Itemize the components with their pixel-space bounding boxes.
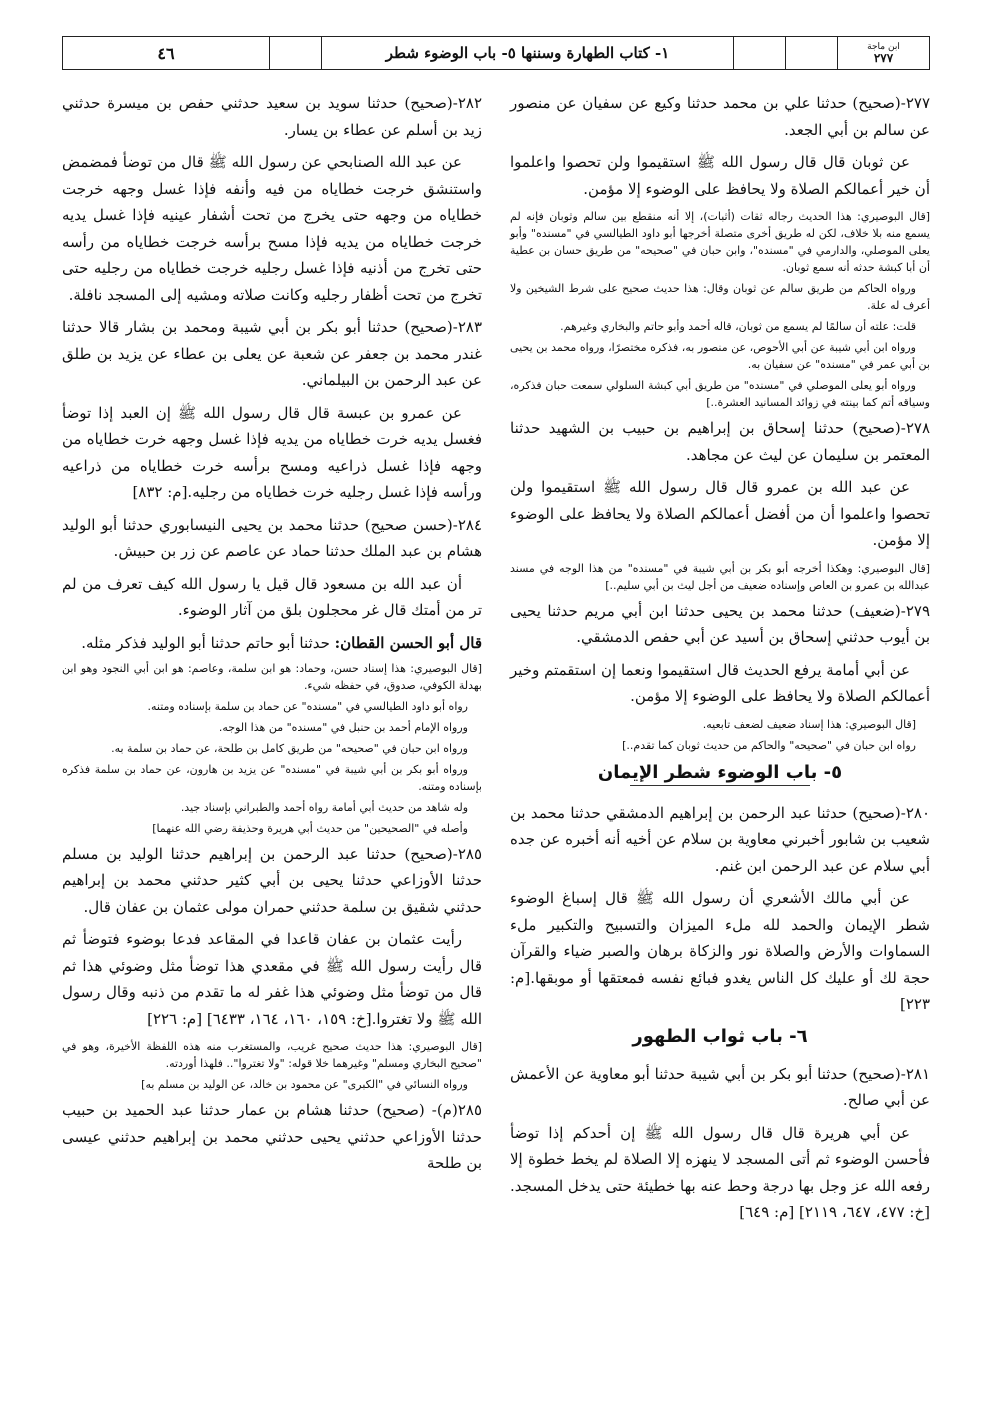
right-column [510, 90, 930, 1232]
chapter-heading-5 [510, 762, 930, 786]
commentary-284: ورواه ابن حبان في "صحيحه" من طريق كامل بن طلحة، عن حماد بن سلمة به. [111, 741, 468, 755]
commentary-277: ورواه ابن أبي شيبة عن أبي الأحوص، عن منصور به، فذكره مختصرًا، ورواه محمد بن يحيى بن أبي عمر في "مسنده" عن سفيان به. [510, 341, 930, 371]
left-column [62, 90, 482, 1183]
hadith-284-matn: أن عبد الله بن مسعود قال قيل يا رسول الله كيف تعرف من لم تر من أمتك قال غر محجلون بلق من آثار الوضوء. [62, 574, 482, 619]
reference-box [837, 37, 929, 69]
narrator-addition-lead: قال أبو الحسن القطان: [334, 633, 482, 652]
heading-divider [630, 785, 810, 786]
header-blank-cell [733, 37, 785, 69]
commentary-284: رواه أبو داود الطيالسي في "مسنده" عن حماد بن سلمة بإسناده ومتنه. [147, 699, 468, 713]
commentary-277: ورواه أبو يعلى الموصلي في "مسنده" من طريق أبي كبشة السلولي سمعت حبان فذكره، وسياقه أتم كما بينته في زوائد المسانيد العشرة..] [510, 379, 930, 409]
chapter-heading-6 [510, 1026, 930, 1047]
hadith-281-isnad: ٢٨١-(صحيح) حدثنا أبو بكر بن أبي شيبة حدثنا أبو معاوية عن الأعمش عن أبي صالح. [510, 1064, 930, 1109]
hadith-282-isnad: ٢٨٢-(صحيح) حدثنا سويد بن سعيد حدثني حفص بن ميسرة حدثني زيد بن أسلم عن عطاء بن يسار. [62, 94, 482, 139]
commentary-277: قلت: علته أن سالمًا لم يسمع من ثوبان، قاله أحمد وأبو حاتم والبخاري وغيرهم. [560, 320, 916, 333]
commentary-284: [قال البوصيري: هذا إسناد حسن، وحماد: هو ابن سلمة، وعاصم: هو ابن أبي النجود وهو ابن بهدلة الكوفي، صدوق، في حفظه شيء. [62, 661, 482, 692]
reference-label: ابن ماجة [867, 42, 900, 52]
chapter-heading-6-text: ٦- باب ثواب الطهور [632, 1025, 808, 1047]
narrator-addition [62, 630, 482, 656]
hadith-280-matn: عن أبي مالك الأشعري أن رسول الله ﷺ قال إسباغ الوضوء شطر الإيمان والحمد لله ملء الميزان والتسبيح والتكبير ملء السماوات والأرض والصلاة نور والزكاة برهان والصبر ضياء والقرآن حجة لك أو عليك كل الناس يغدو فبائع نفسه فمعتقها أو موبقها.[م: ٢٢٣] [510, 889, 930, 1013]
running-title: ١- كتاب الطهارة وسننها ٥- باب الوضوء شطر [321, 37, 733, 69]
hadith-285-matn: رأيت عثمان بن عفان قاعدا في المقاعد فدعا بوضوء فتوضأ ثم قال رأيت رسول الله ﷺ في مقعدي هذا توضأ مثل وضوئي هذا ثم قال من توضأ مثل وضوئي هذا غفر له ما تقدم من ذنبه وقال رسول الله ﷺ ولا تغتروا.[خ: ١٥٩، ١٦٠، ١٦٤، ٦٤٣٣] [م: ٢٢٦] [62, 930, 482, 1028]
hadith-280-isnad: ٢٨٠-(صحيح) حدثنا عبد الرحمن بن إبراهيم الدمشقي حدثنا محمد بن شعيب بن شابور أخبرني معاوية بن سلام عن أخيه أنه أخبره عن جده أبي سلام عن عبد الرحمن ابن غنم. [510, 803, 930, 875]
page-number: ٤٦ [157, 43, 175, 63]
hadith-278-matn: عن عبد الله بن عمرو قال قال رسول الله ﷺ استقيموا ولن تحصوا واعلموا أن من أفضل أعمالكم الصلاة ولا يحافظ على الوضوء إلا مؤمن. [510, 478, 930, 549]
hadith-285-isnad: ٢٨٥-(صحيح) حدثنا عبد الرحمن بن إبراهيم حدثنا الوليد بن مسلم حدثنا الأوزاعي حدثنا يحيى بن أبي كثير حدثني محمد بن إبراهيم حدثني شقيق بن سلمة حدثني حمران مولى عثمان بن عفان قال. [62, 844, 482, 916]
commentary-277: [قال البوصيري: هذا الحديث رجاله ثقات (أثبات)، إلا أنه منقطع بين سالم وثوبان فإنه لم يسمع منه بلا خلاف، لكن له طريق أخرى متصلة أخرجها أبو داود الطيالسي في "مسنده" وأبو يعلى الموصلي، والدارمي في "مسنده"، وابن حبان في "صحيحه" من طريق حسان بن عطية أن أبا كبشة حدثه أنه سمع ثوبان. [510, 210, 930, 274]
commentary-284: ورواه الإمام أحمد بن حنبل في "مسنده" من هذا الوجه. [218, 720, 468, 734]
commentary-278: [قال البوصيري: وهكذا أخرجه أبو بكر بن أبي شيبة في "مسنده" من هذا الوجه في مسند عبدالله بن عمرو بن العاص وإسناده ضعيف من أجل ليث بن أبي سليم..] [510, 561, 930, 592]
hadith-278-isnad: ٢٧٨-(صحيح) حدثنا إسحاق بن إبراهيم بن حبيب بن الشهيد حدثنا المعتمر بن سليمان عن ليث عن مجاهد. [510, 419, 930, 464]
commentary-284: وأصله في "الصحيحين" من حديث أبي هريرة وحذيفة رضي الله عنهما] [152, 821, 468, 835]
book-page [62, 36, 930, 1366]
commentary-284: ورواه أبو بكر بن أبي شيبة في "مسنده" عن يزيد بن هارون، عن حماد بن سلمة فذكره بإسناده ومتنه. [62, 762, 482, 793]
hadith-282-matn: عن عبد الله الصنابحي عن رسول الله ﷺ قال من توضأ فمضمض واستنشق خرجت خطاياه من فيه وأنفه فإذا غسل وجهه خرجت خطاياه من وجهه حتى يخرج من تحت أشفار عينيه فإذا غسل يديه خرجت خطاياه من يديه فإذا مسح برأسه خرجت خطاياه من رأسه حتى تخرج من أذنيه فإذا غسل رجليه خرجت خطاياه من رجليه حتى تخرج من تحت أظفار رجليه وكانت صلاته ومشيه إلى المسجد نافلة. [62, 153, 482, 304]
hadith-279-matn: عن أبي أمامة يرفع الحديث قال استقيموا ونعما إن استقمتم وخير أعمالكم الصلاة ولا يحافظ على الوضوء إلا مؤمن. [510, 660, 930, 705]
chapter-heading-5-text: ٥- باب الوضوء شطر الإيمان [597, 761, 843, 783]
header-blank-cell [269, 37, 321, 69]
page-header [62, 36, 930, 70]
reference-number: ٢٧٧ [873, 51, 894, 65]
hadith-284-isnad: ٢٨٤-(حسن صحيح) حدثنا محمد بن يحيى النيسابوري حدثنا أبو الوليد هشام بن عبد الملك حدثنا حماد عن عاصم عن زر بن حبيش. [62, 515, 482, 560]
commentary-284: وله شاهد من حديث أبي أمامة رواه أحمد والطبراني بإسناد جيد. [180, 800, 468, 814]
hadith-277-matn: عن ثوبان قال قال رسول الله ﷺ استقيموا ولن تحصوا واعلموا أن خير أعمالكم الصلاة ولا يحافظ على الوضوء إلا مؤمن. [510, 153, 930, 198]
hadith-283-isnad: ٢٨٣-(صحيح) حدثنا أبو بكر بن أبي شيبة ومحمد بن بشار قالا حدثنا غندر محمد بن جعفر عن شعبة عن يعلى بن عطاء عن يزيد بن طلق عن عبد الرحمن بن البيلماني. [62, 318, 482, 389]
commentary-279: [قال البوصيري: هذا إسناد ضعيف لضعف تابعيه. [702, 717, 916, 731]
commentary-279: رواه ابن حبان في "صحيحه" والحاكم من حديث ثوبان كما تقدم..] [622, 738, 916, 752]
commentary-285: [قال البوصيري: هذا حديث صحيح غريب، والمستغرب منه هذه اللفظة الأخيرة، وهو في "صحيح البخاري ومسلم" وغيرهما خلا قوله: "ولا تغتروا".. فلهذا أوردته. [62, 1040, 482, 1070]
hadith-277-isnad: ٢٧٧-(صحيح) حدثنا علي بن محمد حدثنا وكيع عن سفيان عن منصور عن سالم بن أبي الجعد. [510, 94, 930, 139]
commentary-277: ورواه الحاكم من طريق سالم عن ثوبان وقال: هذا حديث صحيح على شرط الشيخين ولا أعرف له علة. [510, 282, 930, 312]
hadith-279-isnad: ٢٧٩-(ضعيف) حدثنا محمد بن يحيى حدثنا ابن أبي مريم حدثنا يحيى بن أيوب حدثني إسحاق بن أسيد عن أبي حفص الدمشقي. [510, 601, 930, 646]
narrator-addition-text: حدثنا أبو حاتم حدثنا أبو الوليد فذكر مثله. [81, 633, 330, 652]
hadith-283-matn: عن عمرو بن عبسة قال قال رسول الله ﷺ إن العبد إذا توضأ فغسل يديه خرت خطاياه من يديه فإذا غسل وجهه خرت خطاياه من وجهه فإذا غسل ذراعيه ومسح برأسه خرت خطاياه من ذراعيه ورأسه فإذا غسل رجليه خرت خطاياه من رجليه.[م: ٨٣٢] [62, 403, 482, 501]
hadith-285m-isnad: ٢٨٥(م)- (صحيح) حدثنا هشام بن عمار حدثنا عبد الحميد بن حبيب حدثنا الأوزاعي حدثني يحيى حدثني محمد بن إبراهيم حدثني عيسى بن طلحة [62, 1101, 482, 1172]
header-blank-cell [785, 37, 837, 69]
commentary-285: ورواه النسائي في "الكبرى" عن محمود بن خالد، عن الوليد بن مسلم به] [141, 1078, 468, 1091]
hadith-281-matn: عن أبي هريرة قال قال رسول الله ﷺ إن أحدكم إذا توضأ فأحسن الوضوء ثم أتى المسجد لا ينهزه إلا الصلاة لم يخط خطوة إلا رفعه الله عز وجل بها درجة وحط عنه بها خطيئة حتى يدخل المسجد.[خ: ٤٧٧، ٦٤٧، ٢١١٩] [م: ٦٤٩] [510, 1123, 930, 1221]
